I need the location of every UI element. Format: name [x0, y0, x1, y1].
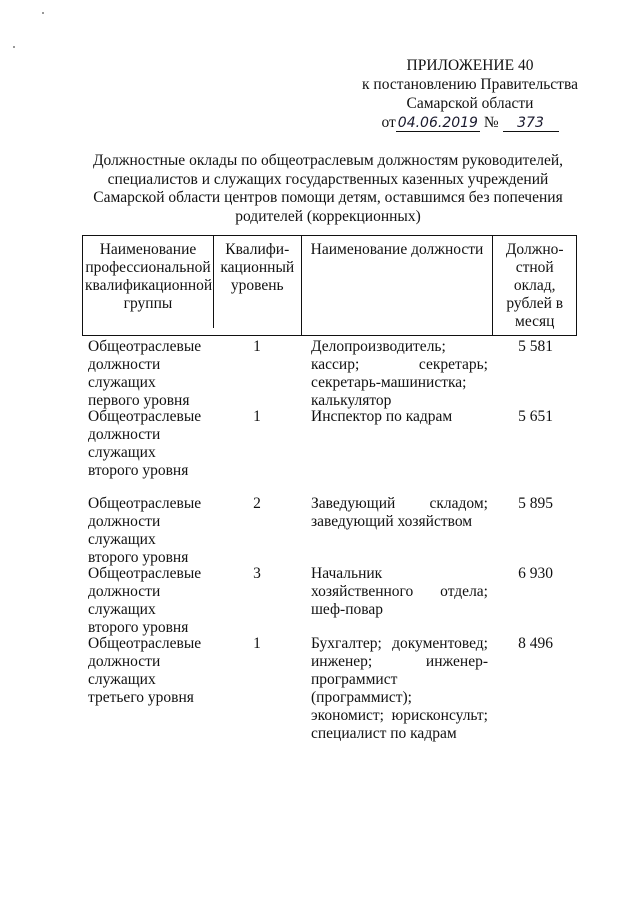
row-level: 1 [253, 635, 261, 652]
row-salary: 8 496 [518, 635, 553, 652]
row-position: Бухгалтер; документовед; инженер; инженер-программист (программист); экономист; юрисконсульт; специалист по кадрам [311, 635, 488, 742]
header-level: Квалифи-кационный уровень [214, 236, 302, 335]
handwritten-number: 373 [503, 116, 559, 132]
header-position: Наименование должности [302, 236, 494, 335]
salary-table [82, 235, 577, 742]
table-row [82, 565, 577, 635]
row-salary: 5 651 [518, 408, 553, 425]
appendix-title: ПРИЛОЖЕНИЕ 40 [406, 57, 534, 74]
appendix-block [330, 56, 610, 132]
table-row [82, 408, 577, 495]
scan-speck [42, 12, 44, 14]
row-level: 1 [253, 338, 261, 355]
row-position: Делопроизводитель; кассир; секретарь; секретарь-машинистка; калькулятор [311, 338, 488, 409]
table-header-row [82, 235, 577, 336]
header-group: Наименование профессиональной квалификационной группы [83, 236, 214, 328]
row-position: Инспектор по кадрам [311, 408, 453, 425]
row-group: Общеотраслевые должности служащих второго уровня [88, 495, 202, 566]
appendix-date-line [330, 113, 610, 132]
number-prefix: № [483, 114, 499, 131]
title-line: специалистов и служащих государственных казенных учреждений [107, 170, 549, 188]
table-row [82, 336, 577, 408]
title-line: родителей (коррекционных) [235, 207, 421, 225]
row-group: Общеотраслевые должности служащих второго уровня [88, 565, 202, 636]
row-group: Общеотраслевые должности служащих первого уровня [88, 338, 202, 409]
row-salary: 5 895 [518, 495, 553, 512]
title-line: Должностные оклады по общеотраслевым должностям руководителей, [92, 152, 564, 169]
row-salary: 5 581 [518, 338, 553, 355]
appendix-resolution-line: к постановлению Правительства [362, 76, 578, 93]
table-row [82, 495, 577, 565]
table-row [82, 635, 577, 742]
row-level: 2 [253, 495, 261, 512]
handwritten-date: 04.06.2019 [397, 115, 478, 131]
appendix-region-line: Самарской области [406, 95, 534, 112]
row-level: 3 [253, 565, 261, 582]
title-line: Самарской области центров помощи детям, оставшимся без попечения [93, 189, 563, 206]
row-level: 1 [253, 408, 261, 425]
row-group: Общеотраслевые должности служащих третьего уровня [88, 635, 202, 706]
row-position: Начальник хозяйственного отдела; шеф-повар [311, 565, 488, 618]
row-salary: 6 930 [518, 565, 553, 582]
row-position: Заведующий складом; заведующий хозяйством [311, 495, 488, 530]
date-prefix: от [381, 114, 396, 131]
row-group: Общеотраслевые должности служащих второго уровня [88, 408, 202, 479]
header-salary: Должно-стной оклад, рублей в месяц [505, 241, 564, 330]
document-title [88, 152, 568, 226]
scan-speck [13, 46, 15, 48]
